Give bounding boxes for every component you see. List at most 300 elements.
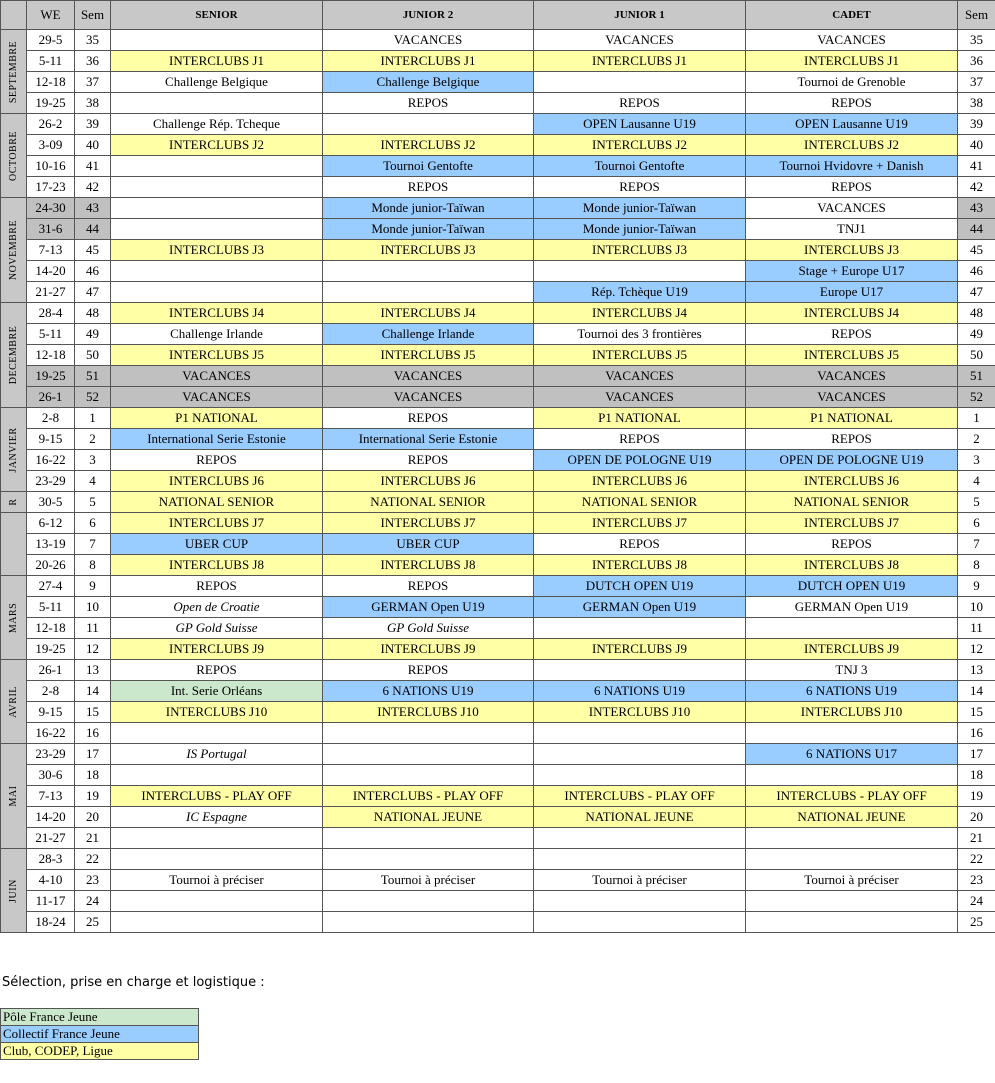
week-number: 47 <box>75 282 111 303</box>
event-cell-junior1: GERMAN Open U19 <box>534 597 746 618</box>
week-row <box>1 114 995 135</box>
week-row <box>1 387 995 408</box>
event-cell-senior: INTERCLUBS - PLAY OFF <box>111 786 323 807</box>
event-cell-senior: INTERCLUBS J6 <box>111 471 323 492</box>
month-label-text: NOVEMBRE <box>7 219 19 281</box>
week-dates: 28-3 <box>27 849 75 870</box>
week-dates: 7-13 <box>27 786 75 807</box>
week-number: 42 <box>75 177 111 198</box>
week-dates: 14-20 <box>27 807 75 828</box>
event-cell-cadet: INTERCLUBS - PLAY OFF <box>746 786 958 807</box>
selection-label: Sélection, prise en charge et logistique : <box>2 975 265 990</box>
week-number-right: 6 <box>958 513 995 534</box>
event-cell-junior2: UBER CUP <box>323 534 534 555</box>
event-cell-junior2 <box>323 849 534 870</box>
event-cell-cadet <box>746 723 958 744</box>
event-cell-senior: GP Gold Suisse <box>111 618 323 639</box>
event-cell-senior: Challenge Belgique <box>111 72 323 93</box>
event-cell-senior: Int. Serie Orléans <box>111 681 323 702</box>
week-dates: 11-17 <box>27 891 75 912</box>
header-row <box>1 1 995 30</box>
week-dates: 26-1 <box>27 660 75 681</box>
event-cell-junior2: INTERCLUBS J3 <box>323 240 534 261</box>
event-cell-junior2: INTERCLUBS - PLAY OFF <box>323 786 534 807</box>
event-cell-junior1: Monde junior-Taïwan <box>534 219 746 240</box>
week-number: 15 <box>75 702 111 723</box>
week-row <box>1 72 995 93</box>
event-cell-cadet: INTERCLUBS J6 <box>746 471 958 492</box>
week-row <box>1 765 995 786</box>
event-cell-senior <box>111 177 323 198</box>
event-cell-junior2: INTERCLUBS J7 <box>323 513 534 534</box>
week-number-right: 14 <box>958 681 995 702</box>
event-cell-cadet: TNJ1 <box>746 219 958 240</box>
week-number: 20 <box>75 807 111 828</box>
event-cell-junior2: REPOS <box>323 408 534 429</box>
event-cell-junior2: GERMAN Open U19 <box>323 597 534 618</box>
event-cell-cadet: VACANCES <box>746 366 958 387</box>
event-cell-junior1: REPOS <box>534 534 746 555</box>
week-number: 39 <box>75 114 111 135</box>
event-cell-cadet: P1 NATIONAL <box>746 408 958 429</box>
event-cell-cadet: REPOS <box>746 177 958 198</box>
event-cell-junior2: INTERCLUBS J5 <box>323 345 534 366</box>
week-dates: 14-20 <box>27 261 75 282</box>
event-cell-cadet: INTERCLUBS J5 <box>746 345 958 366</box>
event-cell-junior2 <box>323 723 534 744</box>
week-row <box>1 702 995 723</box>
event-cell-cadet: GERMAN Open U19 <box>746 597 958 618</box>
event-cell-senior: VACANCES <box>111 366 323 387</box>
legend-item: Pôle France Jeune <box>1 1009 199 1026</box>
event-cell-junior2: VACANCES <box>323 366 534 387</box>
week-dates: 17-23 <box>27 177 75 198</box>
week-number: 36 <box>75 51 111 72</box>
event-cell-senior <box>111 93 323 114</box>
week-number-right: 19 <box>958 786 995 807</box>
event-cell-junior2: GP Gold Suisse <box>323 618 534 639</box>
month-label-text: MARS <box>7 602 19 633</box>
week-number-right: 12 <box>958 639 995 660</box>
week-number-right: 42 <box>958 177 995 198</box>
event-cell-junior1: INTERCLUBS J6 <box>534 471 746 492</box>
week-number: 46 <box>75 261 111 282</box>
event-cell-junior2: INTERCLUBS J8 <box>323 555 534 576</box>
event-cell-cadet: Tournoi à préciser <box>746 870 958 891</box>
event-cell-senior: INTERCLUBS J3 <box>111 240 323 261</box>
week-dates: 3-09 <box>27 135 75 156</box>
event-cell-junior1: INTERCLUBS J4 <box>534 303 746 324</box>
event-cell-junior1: P1 NATIONAL <box>534 408 746 429</box>
week-number-right: 38 <box>958 93 995 114</box>
event-cell-junior1: VACANCES <box>534 366 746 387</box>
week-number-right: 5 <box>958 492 995 513</box>
month-label-text: MAI <box>7 785 19 807</box>
week-number: 7 <box>75 534 111 555</box>
legend-row <box>1 1043 199 1060</box>
event-cell-senior <box>111 282 323 303</box>
event-cell-junior1: DUTCH OPEN U19 <box>534 576 746 597</box>
week-number-right: 13 <box>958 660 995 681</box>
week-row <box>1 93 995 114</box>
event-cell-senior <box>111 765 323 786</box>
event-cell-senior: Tournoi à préciser <box>111 870 323 891</box>
week-number: 50 <box>75 345 111 366</box>
event-cell-cadet: INTERCLUBS J2 <box>746 135 958 156</box>
week-number-right: 18 <box>958 765 995 786</box>
week-number: 14 <box>75 681 111 702</box>
week-row <box>1 366 995 387</box>
event-cell-cadet <box>746 765 958 786</box>
event-cell-senior <box>111 723 323 744</box>
week-number: 19 <box>75 786 111 807</box>
event-cell-junior2 <box>323 912 534 933</box>
week-dates: 9-15 <box>27 429 75 450</box>
event-cell-cadet: OPEN DE POLOGNE U19 <box>746 450 958 471</box>
week-number: 24 <box>75 891 111 912</box>
week-number: 16 <box>75 723 111 744</box>
event-cell-cadet: REPOS <box>746 324 958 345</box>
header-junior2: JUNIOR 2 <box>323 1 534 30</box>
event-cell-junior1 <box>534 765 746 786</box>
event-cell-junior1: 6 NATIONS U19 <box>534 681 746 702</box>
week-number-right: 9 <box>958 576 995 597</box>
event-cell-cadet <box>746 849 958 870</box>
week-row <box>1 303 995 324</box>
event-cell-cadet: INTERCLUBS J8 <box>746 555 958 576</box>
week-number-right: 45 <box>958 240 995 261</box>
legend-item: Club, CODEP, Ligue <box>1 1043 199 1060</box>
week-number-right: 21 <box>958 828 995 849</box>
week-dates: 23-29 <box>27 744 75 765</box>
event-cell-cadet <box>746 891 958 912</box>
week-row <box>1 723 995 744</box>
event-cell-junior2: NATIONAL SENIOR <box>323 492 534 513</box>
week-row <box>1 51 995 72</box>
event-cell-junior2: VACANCES <box>323 387 534 408</box>
week-dates: 30-6 <box>27 765 75 786</box>
event-cell-junior1: INTERCLUBS J9 <box>534 639 746 660</box>
week-row <box>1 429 995 450</box>
corner-cell <box>1 1 27 30</box>
week-number-right: 51 <box>958 366 995 387</box>
week-row <box>1 177 995 198</box>
event-cell-junior2: Monde junior-Taïwan <box>323 198 534 219</box>
week-number: 44 <box>75 219 111 240</box>
month-label <box>1 198 27 303</box>
month-label <box>1 30 27 114</box>
week-dates: 23-29 <box>27 471 75 492</box>
week-row <box>1 450 995 471</box>
week-number-right: 47 <box>958 282 995 303</box>
week-row <box>1 639 995 660</box>
event-cell-junior2: 6 NATIONS U19 <box>323 681 534 702</box>
week-dates: 12-18 <box>27 72 75 93</box>
month-label <box>1 660 27 744</box>
event-cell-senior: IC Espagne <box>111 807 323 828</box>
week-row <box>1 891 995 912</box>
event-cell-junior1: INTERCLUBS J7 <box>534 513 746 534</box>
event-cell-cadet: VACANCES <box>746 30 958 51</box>
week-number-right: 23 <box>958 870 995 891</box>
week-number: 40 <box>75 135 111 156</box>
week-number: 35 <box>75 30 111 51</box>
week-dates: 12-18 <box>27 345 75 366</box>
week-dates: 30-5 <box>27 492 75 513</box>
event-cell-senior: INTERCLUBS J7 <box>111 513 323 534</box>
week-dates: 27-4 <box>27 576 75 597</box>
week-dates: 16-22 <box>27 723 75 744</box>
week-number: 1 <box>75 408 111 429</box>
week-row <box>1 912 995 933</box>
week-number: 52 <box>75 387 111 408</box>
week-number: 43 <box>75 198 111 219</box>
event-cell-junior2: Tournoi à préciser <box>323 870 534 891</box>
header-senior: SENIOR <box>111 1 323 30</box>
event-cell-senior <box>111 849 323 870</box>
week-dates: 6-12 <box>27 513 75 534</box>
event-cell-senior <box>111 912 323 933</box>
event-cell-cadet: 6 NATIONS U19 <box>746 681 958 702</box>
event-cell-cadet: 6 NATIONS U17 <box>746 744 958 765</box>
event-cell-senior <box>111 198 323 219</box>
week-dates: 26-2 <box>27 114 75 135</box>
week-number-right: 46 <box>958 261 995 282</box>
week-number: 3 <box>75 450 111 471</box>
week-row <box>1 534 995 555</box>
week-dates: 10-16 <box>27 156 75 177</box>
month-label <box>1 408 27 492</box>
event-cell-junior1 <box>534 891 746 912</box>
event-cell-junior1: INTERCLUBS J3 <box>534 240 746 261</box>
week-row <box>1 807 995 828</box>
event-cell-cadet: INTERCLUBS J9 <box>746 639 958 660</box>
week-dates: 9-15 <box>27 702 75 723</box>
event-cell-junior1 <box>534 618 746 639</box>
week-dates: 24-30 <box>27 198 75 219</box>
event-cell-senior <box>111 828 323 849</box>
week-number-right: 20 <box>958 807 995 828</box>
week-number-right: 49 <box>958 324 995 345</box>
event-cell-junior2: International Serie Estonie <box>323 429 534 450</box>
week-dates: 5-11 <box>27 51 75 72</box>
event-cell-senior <box>111 891 323 912</box>
week-number-right: 39 <box>958 114 995 135</box>
week-row <box>1 261 995 282</box>
week-dates: 21-27 <box>27 828 75 849</box>
week-dates: 12-18 <box>27 618 75 639</box>
week-dates: 16-22 <box>27 450 75 471</box>
week-number: 5 <box>75 492 111 513</box>
event-cell-junior1: INTERCLUBS - PLAY OFF <box>534 786 746 807</box>
week-row <box>1 660 995 681</box>
week-number-right: 40 <box>958 135 995 156</box>
event-cell-junior2 <box>323 765 534 786</box>
week-dates: 29-5 <box>27 30 75 51</box>
month-label <box>1 303 27 408</box>
event-cell-senior: INTERCLUBS J8 <box>111 555 323 576</box>
week-row <box>1 555 995 576</box>
week-dates: 13-19 <box>27 534 75 555</box>
header-sem: Sem <box>75 1 111 30</box>
event-cell-junior2: Monde junior-Taïwan <box>323 219 534 240</box>
week-row <box>1 870 995 891</box>
week-row <box>1 156 995 177</box>
week-row <box>1 744 995 765</box>
week-row <box>1 513 995 534</box>
event-cell-cadet: Stage + Europe U17 <box>746 261 958 282</box>
event-cell-junior2: INTERCLUBS J1 <box>323 51 534 72</box>
week-row <box>1 30 995 51</box>
week-number-right: 36 <box>958 51 995 72</box>
event-cell-cadet: TNJ 3 <box>746 660 958 681</box>
event-cell-junior1: INTERCLUBS J1 <box>534 51 746 72</box>
event-cell-junior1 <box>534 723 746 744</box>
event-cell-junior1: OPEN Lausanne U19 <box>534 114 746 135</box>
event-cell-junior2: INTERCLUBS J9 <box>323 639 534 660</box>
month-label <box>1 513 27 576</box>
week-row <box>1 576 995 597</box>
week-dates: 28-4 <box>27 303 75 324</box>
week-row <box>1 828 995 849</box>
week-number: 23 <box>75 870 111 891</box>
event-cell-junior1: Monde junior-Taïwan <box>534 198 746 219</box>
event-cell-senior: INTERCLUBS J1 <box>111 51 323 72</box>
event-cell-senior: REPOS <box>111 576 323 597</box>
event-cell-senior: INTERCLUBS J9 <box>111 639 323 660</box>
week-row <box>1 135 995 156</box>
week-number-right: 35 <box>958 30 995 51</box>
event-cell-junior1: Tournoi Gentofte <box>534 156 746 177</box>
header-junior1: JUNIOR 1 <box>534 1 746 30</box>
week-number-right: 24 <box>958 891 995 912</box>
week-row <box>1 681 995 702</box>
event-cell-junior2: INTERCLUBS J2 <box>323 135 534 156</box>
event-cell-junior2: Challenge Belgique <box>323 72 534 93</box>
week-row <box>1 324 995 345</box>
event-cell-junior2: REPOS <box>323 450 534 471</box>
week-number: 37 <box>75 72 111 93</box>
event-cell-cadet: NATIONAL SENIOR <box>746 492 958 513</box>
event-cell-junior1: INTERCLUBS J5 <box>534 345 746 366</box>
week-number-right: 52 <box>958 387 995 408</box>
legend-table <box>0 1008 199 1060</box>
month-label-text: JUIN <box>7 878 19 903</box>
event-cell-junior2: REPOS <box>323 576 534 597</box>
week-number: 45 <box>75 240 111 261</box>
event-cell-senior: INTERCLUBS J2 <box>111 135 323 156</box>
event-cell-cadet: Tournoi Hvidovre + Danish <box>746 156 958 177</box>
week-row <box>1 597 995 618</box>
week-row <box>1 786 995 807</box>
week-number-right: 22 <box>958 849 995 870</box>
event-cell-cadet: NATIONAL JEUNE <box>746 807 958 828</box>
event-cell-senior: Challenge Irlande <box>111 324 323 345</box>
week-number-right: 8 <box>958 555 995 576</box>
month-label <box>1 114 27 198</box>
event-cell-junior1: NATIONAL JEUNE <box>534 807 746 828</box>
week-number: 12 <box>75 639 111 660</box>
event-cell-junior1 <box>534 744 746 765</box>
event-cell-senior: REPOS <box>111 660 323 681</box>
event-cell-senior <box>111 219 323 240</box>
week-number-right: 7 <box>958 534 995 555</box>
event-cell-junior1: Tournoi des 3 frontières <box>534 324 746 345</box>
week-number-right: 17 <box>958 744 995 765</box>
event-cell-junior1 <box>534 261 746 282</box>
legend-row <box>1 1026 199 1043</box>
event-cell-cadet: DUTCH OPEN U19 <box>746 576 958 597</box>
event-cell-junior1: REPOS <box>534 93 746 114</box>
legend-row <box>1 1009 199 1026</box>
week-row <box>1 492 995 513</box>
week-row <box>1 471 995 492</box>
event-cell-junior1: INTERCLUBS J2 <box>534 135 746 156</box>
event-cell-junior1: VACANCES <box>534 387 746 408</box>
month-label-text: AVRIL <box>7 685 19 718</box>
week-number: 22 <box>75 849 111 870</box>
event-cell-cadet: INTERCLUBS J1 <box>746 51 958 72</box>
event-cell-junior1: REPOS <box>534 429 746 450</box>
event-cell-cadet: REPOS <box>746 534 958 555</box>
event-cell-junior2 <box>323 261 534 282</box>
event-cell-senior: Challenge Rép. Tcheque <box>111 114 323 135</box>
week-dates: 2-8 <box>27 681 75 702</box>
event-cell-junior2: INTERCLUBS J10 <box>323 702 534 723</box>
event-cell-senior: IS Portugal <box>111 744 323 765</box>
event-cell-cadet <box>746 828 958 849</box>
week-number-right: 37 <box>958 72 995 93</box>
week-row <box>1 345 995 366</box>
event-cell-junior2: INTERCLUBS J4 <box>323 303 534 324</box>
event-cell-junior2: REPOS <box>323 660 534 681</box>
week-row <box>1 618 995 639</box>
week-number-right: 43 <box>958 198 995 219</box>
week-number-right: 11 <box>958 618 995 639</box>
month-label-text: OCTOBRE <box>7 130 19 181</box>
event-cell-junior1 <box>534 849 746 870</box>
event-cell-cadet: VACANCES <box>746 387 958 408</box>
event-cell-senior: REPOS <box>111 450 323 471</box>
event-cell-cadet <box>746 912 958 933</box>
header-cadet: CADET <box>746 1 958 30</box>
event-cell-junior2: Tournoi Gentofte <box>323 156 534 177</box>
week-number: 13 <box>75 660 111 681</box>
week-number: 6 <box>75 513 111 534</box>
event-cell-junior2 <box>323 282 534 303</box>
week-number-right: 4 <box>958 471 995 492</box>
event-cell-junior2: VACANCES <box>323 30 534 51</box>
week-number-right: 1 <box>958 408 995 429</box>
event-cell-senior: VACANCES <box>111 387 323 408</box>
month-label <box>1 849 27 933</box>
week-number: 11 <box>75 618 111 639</box>
event-cell-junior1: OPEN DE POLOGNE U19 <box>534 450 746 471</box>
event-cell-senior: Open de Croatie <box>111 597 323 618</box>
week-dates: 19-25 <box>27 639 75 660</box>
event-cell-senior: International Serie Estonie <box>111 429 323 450</box>
event-cell-senior: INTERCLUBS J10 <box>111 702 323 723</box>
week-dates: 19-25 <box>27 366 75 387</box>
event-cell-cadet: REPOS <box>746 429 958 450</box>
week-number-right: 15 <box>958 702 995 723</box>
event-cell-senior: INTERCLUBS J5 <box>111 345 323 366</box>
week-dates: 4-10 <box>27 870 75 891</box>
event-cell-junior1 <box>534 72 746 93</box>
month-label-text: R <box>7 498 19 506</box>
week-dates: 5-11 <box>27 324 75 345</box>
month-label <box>1 492 27 513</box>
